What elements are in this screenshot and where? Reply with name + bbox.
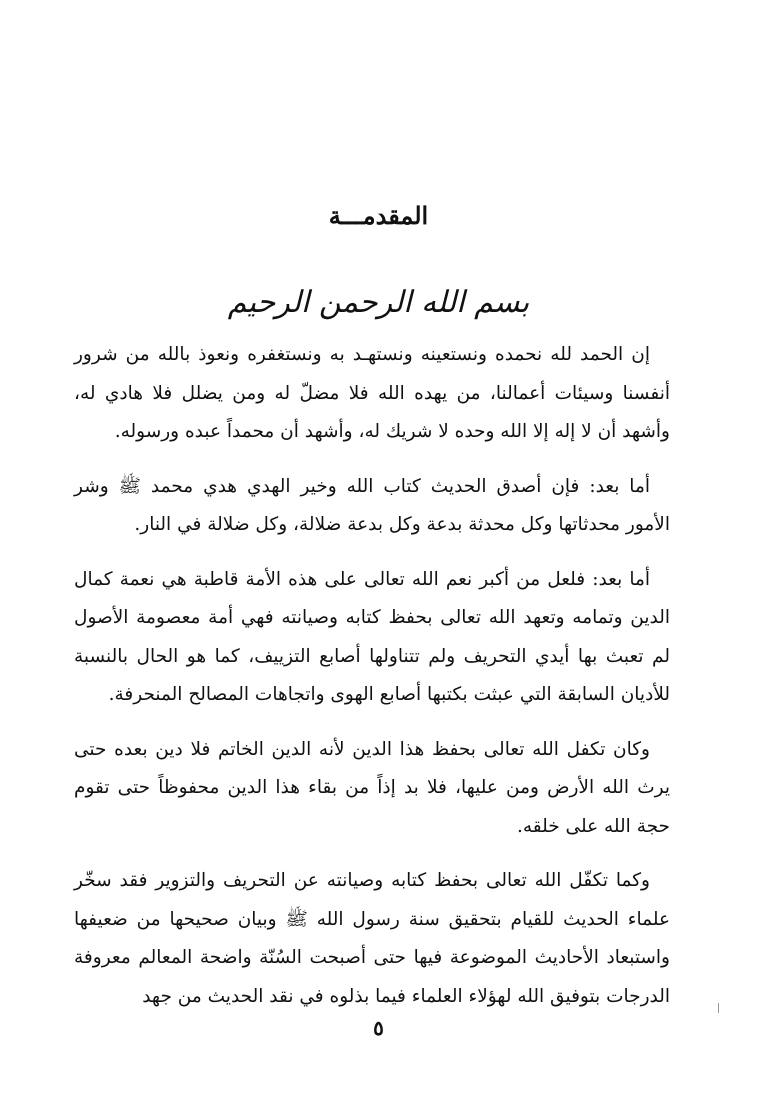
paragraph-3: أما بعد: فلعل من أكبر نعم الله تعالى على هذه الأمة قاطبة هي نعمة كمال الدين وتمامه وتعهد الله تعالى بحفظ كتابه وصيانته فهي أمة معصومة الأصول لم تعبث بها أيدي التحريف ولم تتناولها أصابع التزييف، كما هو الحال بالنسبة للأديان السابقة التي عبثت بكتبها أصابع الهوى واتجاهات المصالح المنحرفة. [74,568,670,705]
page-title: المقدمـــة [328,201,429,230]
paragraph-4: وكان تكفل الله تعالى بحفظ هذا الدين لأنه الدين الخاتم فلا دين بعده حتى يرث الله الأرض ومن عليها، فلا بد إذاً من بقاء هذا الدين محفوظاً حتى تقوم حجة الله على خلقه. [74,738,670,837]
page-edge-mark [718,1003,719,1013]
page-number: ٥ [373,1016,384,1040]
body-text [74,336,670,1016]
paragraph-5: وكما تكفّل الله تعالى بحفظ كتابه وصيانته عن التحريف والتزوير فقد سخّر علماء الحديث للقيام بتحقيق سنة رسول الله ﷺ وبيان صحيحها من ضعيفها واستبعاد الأحاديث الموضوعة فيها حتى أصبحت السُنّة واضحة المعالم معروفة الدرجات بتوفيق الله لهؤلاء العلماء فيما بذلوه في نقد الحديث من جهد [74,870,670,1007]
basmala-calligraphy: بسم الله الرحمن الرحيم [227,285,530,320]
paragraph-2: أما بعد: فإن أصدق الحديث كتاب الله وخير الهدي هدي محمد ﷺ وشر الأمور محدثاتها وكل محدثة بدعة وكل بدعة ضلالة، وكل ضلالة في النار. [74,475,670,535]
paragraph-1: إن الحمد لله نحمده ونستعينه ونستهـد به ونستغفره ونعوذ بالله من شرور أنفسنا وسيئات أعمالنا، من يهده الله فلا مضلّ له ومن يضلل فلا هادي له، وأشهد أن لا إله إلا الله وحده لا شريك له، وأشهد أن محمداً عبده ورسوله. [74,344,670,442]
